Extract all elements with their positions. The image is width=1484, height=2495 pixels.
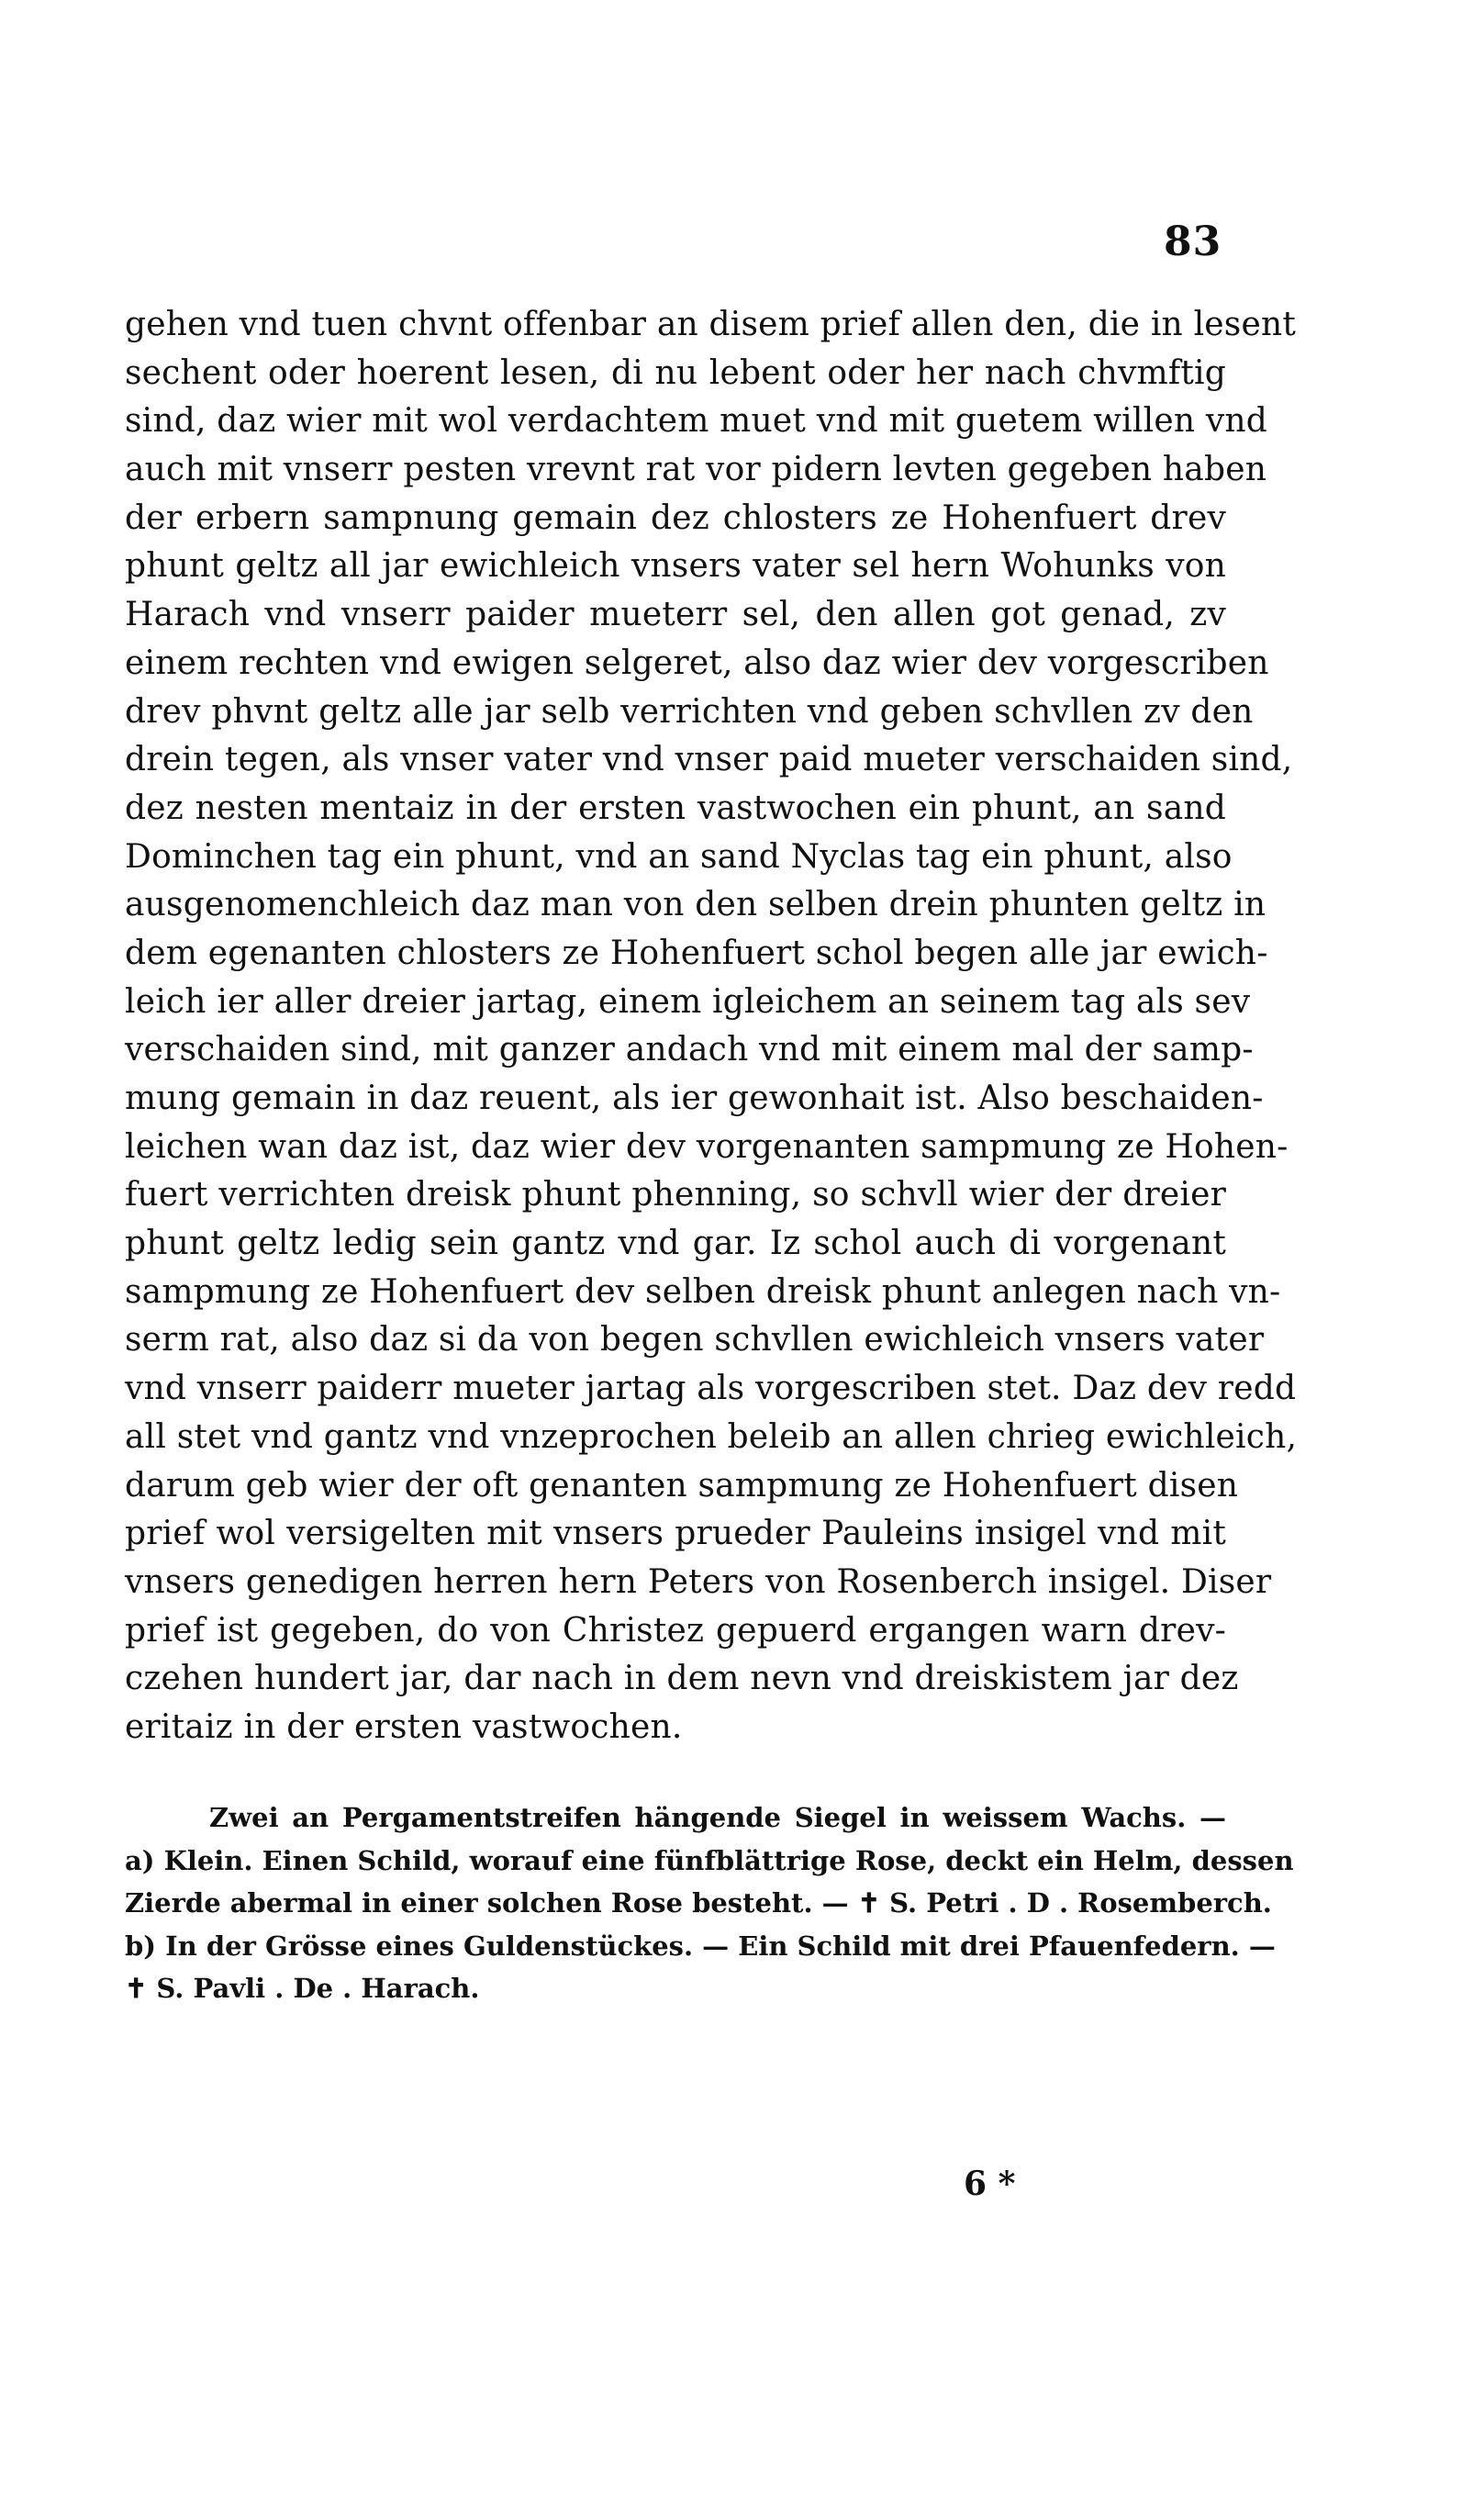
text-line: sind, daz wier mit wol verdachtem muet vnd mit guetem willen vnd <box>125 402 1268 441</box>
page-number: 83 <box>1164 218 1222 265</box>
text-line: phunt geltz all jar ewichleich vnsers vater sel hern Wohunks von <box>125 547 1226 586</box>
text-line: eritaiz in der ersten vastwochen. <box>125 1707 683 1746</box>
text-line: fuert verrichten dreisk phunt phenning, so schvll wier der dreier <box>125 1176 1226 1214</box>
footnote-line: Zierde abermal in einer solchen Rose besteht. — ✝ S. Petri . D . Rosemberch. <box>125 1887 1272 1919</box>
text-line: Harach vnd vnserr paider mueterr sel, den allen got genad, zv <box>125 596 1226 634</box>
text-line: sechent oder hoerent lesen, di nu lebent oder her nach chvmftig <box>125 353 1226 392</box>
text-line: drev phvnt geltz alle jar selb verrichten vnd geben schvllen zv den <box>125 692 1254 731</box>
footnote-line: b) In der Grösse eines Guldenstückes. — Ein Schild mit drei Pfauenfedern. — <box>125 1930 1276 1962</box>
text-line: ausgenomenchleich daz man von den selben drein phunten geltz in <box>125 886 1266 924</box>
footnote-line: a) Klein. Einen Schild, worauf eine fünfblättrige Rose, deckt ein Helm, dessen <box>125 1844 1294 1876</box>
footnote-line: ✝ S. Pavli . De . Harach. <box>125 1973 480 2004</box>
text-line: dez nesten mentaiz in der ersten vastwochen ein phunt, an sand <box>125 789 1226 827</box>
text-line: mung gemain in daz reuent, als ier gewonhait ist. Also beschaiden- <box>125 1080 1264 1117</box>
footnote-line: Zwei an Pergamentstreifen hängende Siegel in weissem Wachs. — <box>209 1802 1226 1833</box>
text-line: verschaiden sind, mit ganzer andach vnd mit einem mal der samp- <box>125 1031 1254 1069</box>
signature-mark: 6 * <box>964 2165 1016 2203</box>
text-line: leich ier aller dreier jartag, einem igleichem an seinem tag als sev <box>125 982 1251 1021</box>
text-line: drein tegen, als vnser vater vnd vnser paid mueter verschaiden sind, <box>125 741 1293 779</box>
text-line: prief wol versigelten mit vnsers prueder Pauleins insigel vnd mit <box>125 1515 1226 1553</box>
text-line: all stet vnd gantz vnd vnzeprochen beleib an allen chrieg ewichleich, <box>125 1417 1298 1456</box>
text-line: auch mit vnserr pesten vrevnt rat vor pidern levten gegeben haben <box>125 451 1267 489</box>
text-line: sampmung ze Hohenfuert dev selben dreisk phunt anlegen nach vn- <box>125 1272 1281 1311</box>
text-line: serm rat, also daz si da von begen schvllen ewichleich vnsers vater <box>125 1321 1265 1359</box>
text-line: czehen hundert jar, dar nach in dem nevn vnd dreiskistem jar dez <box>125 1660 1239 1698</box>
text-line: leichen wan daz ist, daz wier dev vorgenanten sampmung ze Hohen- <box>125 1127 1289 1166</box>
text-line: der erbern sampnung gemain dez chlosters ze Hohenfuert drev <box>125 498 1226 537</box>
text-line: Dominchen tag ein phunt, vnd an sand Nyclas tag ein phunt, also <box>125 837 1233 876</box>
text-line: darum geb wier der oft genanten sampmung ze Hohenfuert disen <box>125 1466 1239 1505</box>
charter-text <box>125 301 1298 1752</box>
text-line: dem egenanten chlosters ze Hohenfuert schol begen alle jar ewich- <box>125 934 1268 972</box>
text-line: phunt geltz ledig sein gantz vnd gar. Iz schol auch di vorgenant <box>125 1225 1226 1263</box>
text-line: vnsers genedigen herren hern Peters von Rosenberch insigel. Diser <box>125 1562 1272 1601</box>
text-line: vnd vnserr paiderr mueter jartag als vorgescriben stet. Daz dev redd <box>125 1370 1297 1408</box>
text-line: gehen vnd tuen chvnt offenbar an disem prief allen den, die in lesent <box>125 306 1297 343</box>
seal-description-notes <box>125 1796 1294 2010</box>
text-line: prief ist gegeben, do von Christez gepuerd ergangen warn drev- <box>125 1611 1226 1650</box>
text-line: einem rechten vnd ewigen selgeret, also daz wier dev vorgescriben <box>125 643 1269 682</box>
